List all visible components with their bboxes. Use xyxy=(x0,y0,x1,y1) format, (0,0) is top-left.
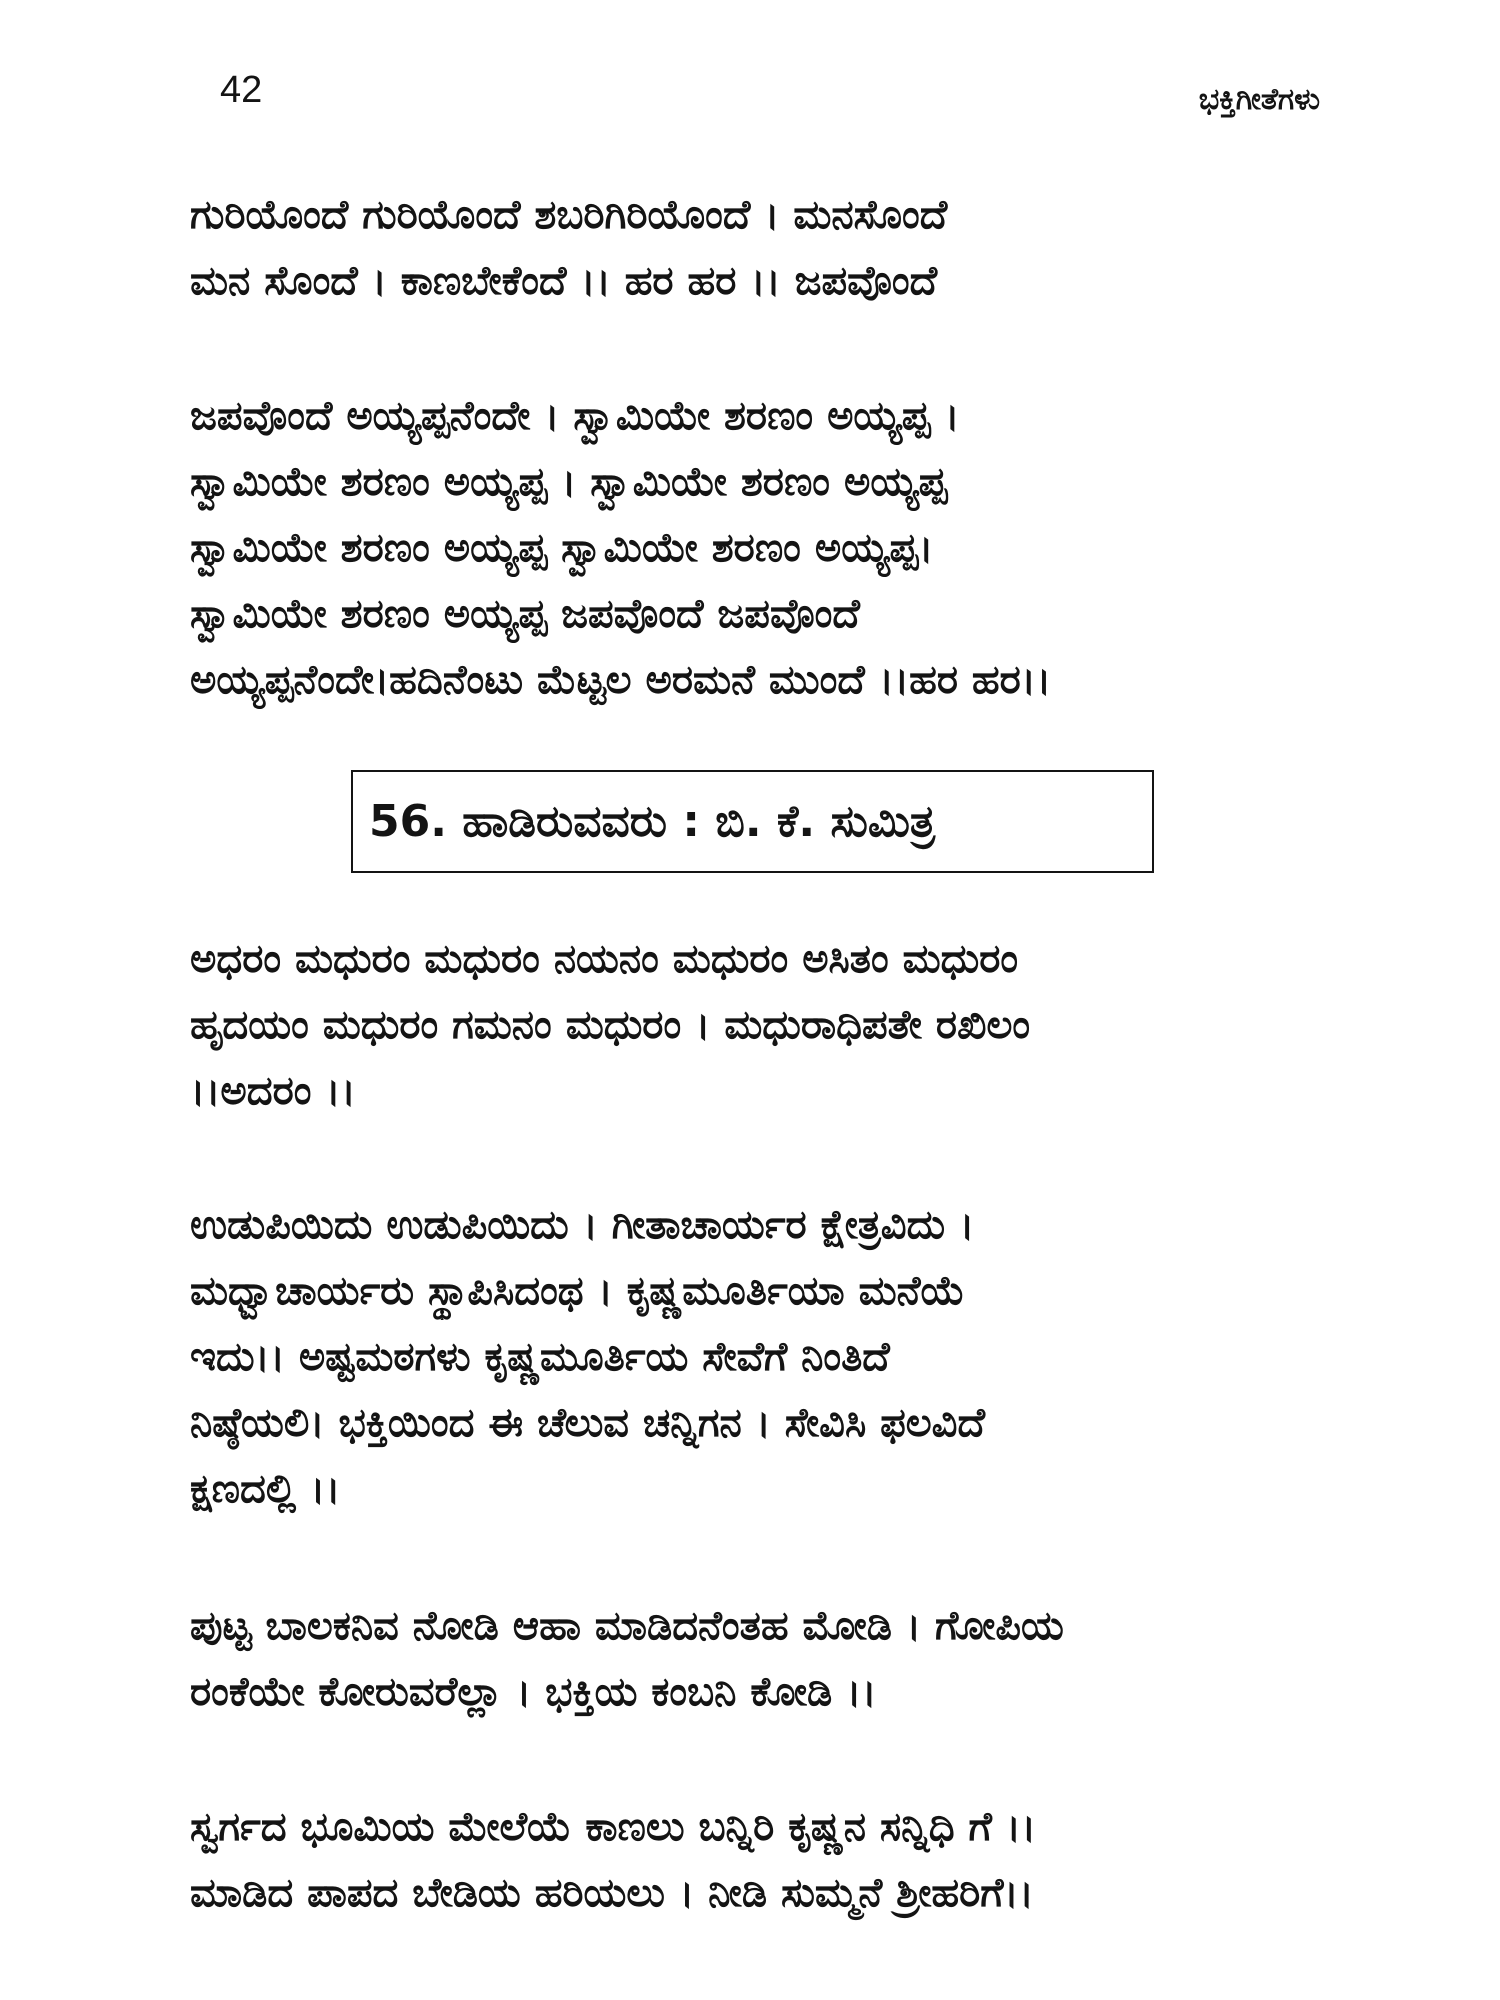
verse-line: ಗುರಿಯೊಂದೆ ಗುರಿಯೊಂದೆ ಶಬರಿಗಿರಿಯೊಂದೆ । ಮನಸೊಂದೆ xyxy=(190,192,948,238)
verse-line: ಸ್ವರ್ಗದ ಭೂಮಿಯ ಮೇಲೆಯೆ ಕಾಣಲು ಬನ್ನಿರಿ ಕೃಷ್ಣನ ಸನ್ನಿಧಿ ಗೆ ।। xyxy=(190,1804,1037,1850)
verse-line: ಮಧ್ವಾಚಾರ್ಯರು ಸ್ಥಾಪಿಸಿದಂಥ । ಕೃಷ್ಣಮೂರ್ತಿಯಾ ಮನೆಯೆ xyxy=(190,1268,965,1314)
verse-line: ಇದು।। ಅಷ್ಟಮಠಗಳು ಕೃಷ್ಣಮೂರ್ತಿಯ ಸೇವೆಗೆ ನಿಂತಿದೆ xyxy=(190,1334,890,1380)
verse-line: ಜಪವೊಂದೆ ಅಯ್ಯಪ್ಪನೆಂದೇ । ಸ್ವಾಮಿಯೇ ಶರಣಂ ಅಯ್ಯಪ್ಪ । xyxy=(190,393,960,439)
verse-line: ।।ಅದರಂ ।। xyxy=(190,1068,356,1114)
verse-line: ರಂಕೆಯೇ ಕೋರುವರೆಲ್ಲಾ । ಭಕ್ತಿಯ ಕಂಬನಿ ಕೋಡಿ ।। xyxy=(190,1669,877,1715)
running-head: ಭಕ್ತಿಗೀತೆಗಳು xyxy=(1198,82,1320,117)
verse-line: ಕ್ಷಣದಲ್ಲಿ ।। xyxy=(190,1466,341,1512)
verse-line: ಸ್ವಾಮಿಯೇ ಶರಣಂ ಅಯ್ಯಪ್ಪ ಸ್ವಾಮಿಯೇ ಶರಣಂ ಅಯ್ಯಪ್ಪ। xyxy=(190,525,934,571)
verse-line: ಸ್ವಾಮಿಯೇ ಶರಣಂ ಅಯ್ಯಪ್ಪ । ಸ್ವಾಮಿಯೇ ಶರಣಂ ಅಯ್ಯಪ್ಪ xyxy=(190,459,948,505)
verse-line: ಮಾಡಿದ ಪಾಪದ ಬೇಡಿಯ ಹರಿಯಲು । ನೀಡಿ ಸುಮ್ಮನೆ ಶ್ರೀಹರಿಗೆ।। xyxy=(190,1870,1034,1916)
verse-line: ನಿಷ್ಠೆಯಲಿ। ಭಕ್ತಿಯಿಂದ ಈ ಚೆಲುವ ಚನ್ನಿಗನ । ಸೇವಿಸಿ ಫಲವಿದೆ xyxy=(190,1400,985,1446)
verse-line: ಸ್ವಾಮಿಯೇ ಶರಣಂ ಅಯ್ಯಪ್ಪ ಜಪವೊಂದೆ ಜಪವೊಂದೆ xyxy=(190,591,860,637)
song-title-box xyxy=(351,770,1154,873)
verse-line: ಅಯ್ಯಪ್ಪನೆಂದೇ।ಹದಿನೆಂಟು ಮೆಟ್ಟಲ ಅರಮನೆ ಮುಂದೆ ।।ಹರ ಹರ।। xyxy=(190,657,1052,703)
page-number: 42 xyxy=(220,69,263,111)
verse-line: ಉಡುಪಿಯಿದು ಉಡುಪಿಯಿದು । ಗೀತಾಚಾರ್ಯರ ಕ್ಷೇತ್ರವಿದು । xyxy=(190,1202,975,1248)
song-title: 56. ಹಾಡಿರುವವರು : ಬಿ. ಕೆ. ಸುಮಿತ್ರ xyxy=(369,796,936,847)
verse-line: ಪುಟ್ಟ ಬಾಲಕನಿವ ನೋಡಿ ಆಹಾ ಮಾಡಿದನೆಂತಹ ಮೋಡಿ । ಗೋಪಿಯ xyxy=(190,1603,1064,1649)
verse-line: ಹೃದಯಂ ಮಧುರಂ ಗಮನಂ ಮಧುರಂ । ಮಧುರಾಧಿಪತೇ ರಖಿಲಂ xyxy=(190,1002,1031,1048)
verse-line: ಮನ ಸೊಂದೆ । ಕಾಣಬೇಕೆಂದೆ ।। ಹರ ಹರ ।। ಜಪವೊಂದೆ xyxy=(190,258,938,304)
verse-line: ಅಧರಂ ಮಧುರಂ ಮಧುರಂ ನಯನಂ ಮಧುರಂ ಅಸಿತಂ ಮಧುರಂ xyxy=(190,936,1019,982)
